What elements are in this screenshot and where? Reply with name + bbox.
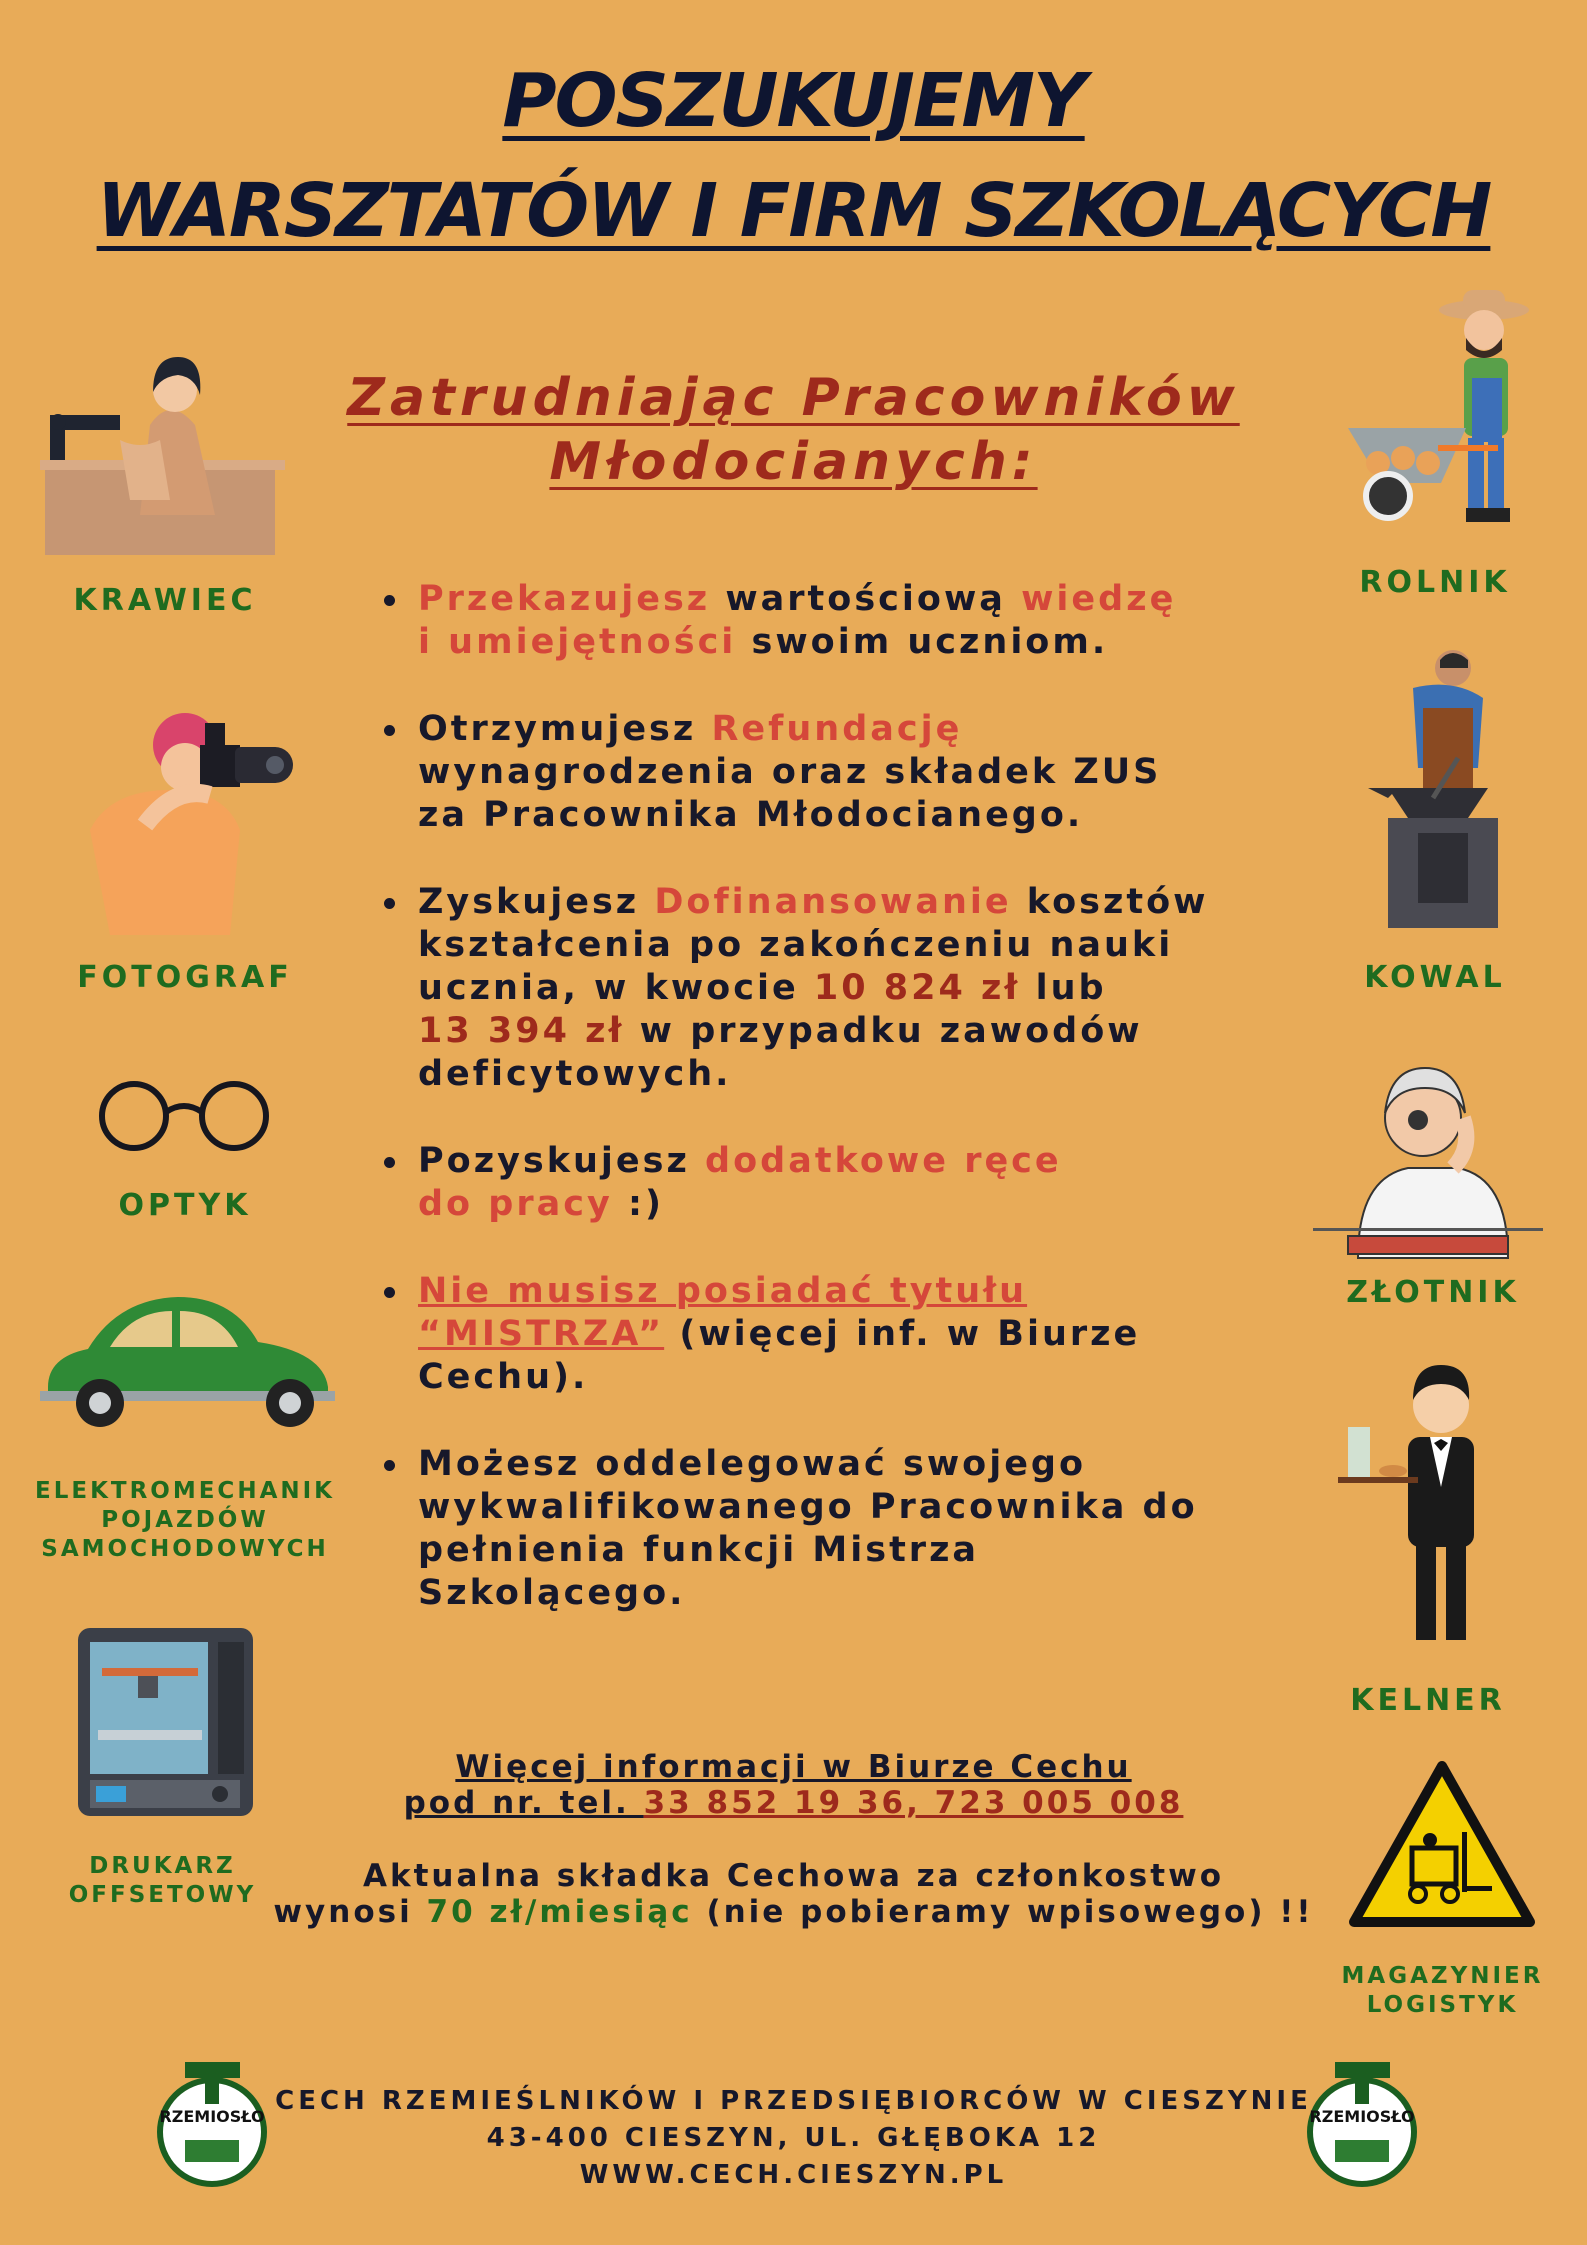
label-kelner: KELNER bbox=[1350, 1683, 1506, 1718]
benefit-2: Otrzymujesz Refundację wynagrodzenia oraz składek ZUS za Pracownika Młodocianego. bbox=[378, 708, 1298, 837]
label-logistyk: LOGISTYK bbox=[1366, 1992, 1519, 2018]
footer-website-link[interactable]: WWW.CECH.CIESZYN.PL bbox=[579, 2160, 1008, 2190]
label-pojazdow: POJAZDÓW bbox=[101, 1507, 269, 1533]
footer-line-1: CECH RZEMIEŚLNIKÓW I PRZEDSIĘBIORCÓW W CIESZYNIE bbox=[275, 2086, 1312, 2116]
info-line-2: pod nr. tel. 33 852 19 36, 723 005 008 bbox=[403, 1785, 1184, 1821]
waiter-icon bbox=[1338, 1365, 1498, 1645]
blacksmith-icon bbox=[1368, 648, 1498, 928]
benefit-5: Nie musisz posiadać tytułu “MISTRZA” (więcej inf. w Biurze Cechu). bbox=[378, 1270, 1298, 1399]
farmer-icon bbox=[1348, 288, 1538, 528]
benefit-1: Przekazujesz wartościową wiedzę i umiejętności swoim uczniom. bbox=[378, 578, 1298, 664]
photographer-icon bbox=[75, 695, 290, 935]
fee-line-1: Aktualna składka Cechowa za członkostwo bbox=[362, 1858, 1225, 1894]
benefit-4: Pozyskujesz dodatkowe ręce do pracy :) bbox=[378, 1140, 1298, 1226]
label-drukarz: DRUKARZ bbox=[89, 1853, 236, 1879]
label-krawiec: KRAWIEC bbox=[73, 583, 257, 618]
label-kowal: KOWAL bbox=[1364, 960, 1506, 995]
label-offsetowy: OFFSETOWY bbox=[68, 1882, 257, 1908]
svg-text:RZEMIOSŁO: RZEMIOSŁO bbox=[1309, 2107, 1415, 2126]
benefits-list bbox=[378, 578, 1298, 1659]
label-fotograf: FOTOGRAF bbox=[77, 960, 293, 995]
svg-text:RZEMIOSŁO: RZEMIOSŁO bbox=[159, 2107, 265, 2126]
title-line-1: POSZUKUJEMY bbox=[502, 58, 1085, 144]
car-icon bbox=[40, 1295, 335, 1430]
label-elektromechanik: ELEKTROMECHANIK bbox=[34, 1478, 335, 1504]
label-magazynier: MAGAZYNIER bbox=[1341, 1963, 1544, 1989]
title-line-2: WARSZTATÓW I FIRM SZKOLĄCYCH bbox=[96, 168, 1491, 254]
label-samochodowych: SAMOCHODOWYCH bbox=[41, 1536, 329, 1562]
fee-line-2: wynosi 70 zł/miesiąc (nie pobieramy wpisowego) !! bbox=[273, 1894, 1314, 1930]
footer-line-2: 43-400 CIESZYN, UL. GŁĘBOKA 12 bbox=[486, 2123, 1101, 2153]
subtitle-line-2: Młodocianych: bbox=[549, 432, 1038, 492]
info-line-1: Więcej informacji w Biurze Cechu bbox=[455, 1749, 1132, 1785]
glasses-icon bbox=[98, 1078, 270, 1152]
phone-numbers[interactable]: 33 852 19 36, 723 005 008 bbox=[643, 1785, 1184, 1821]
benefit-3: Zyskujesz Dofinansowanie kosztów kształcenia po zakończeniu nauki ucznia, w kwocie 10 824 zł lub 13 394 zł w przypadku zawodów deficytowych. bbox=[378, 881, 1298, 1096]
label-optyk: OPTYK bbox=[118, 1188, 252, 1223]
tailor-icon bbox=[40, 330, 285, 555]
benefit-6: Możesz oddelegować swojego wykwalifikowanego Pracownika do pełnienia funkcji Mistrza Szkolącego. bbox=[378, 1443, 1298, 1615]
goldsmith-icon bbox=[1313, 1058, 1543, 1258]
label-zlotnik: ZŁOTNIK bbox=[1346, 1275, 1520, 1310]
label-rolnik: ROLNIK bbox=[1359, 565, 1511, 600]
subtitle-line-1: Zatrudniając Pracowników bbox=[347, 368, 1240, 428]
